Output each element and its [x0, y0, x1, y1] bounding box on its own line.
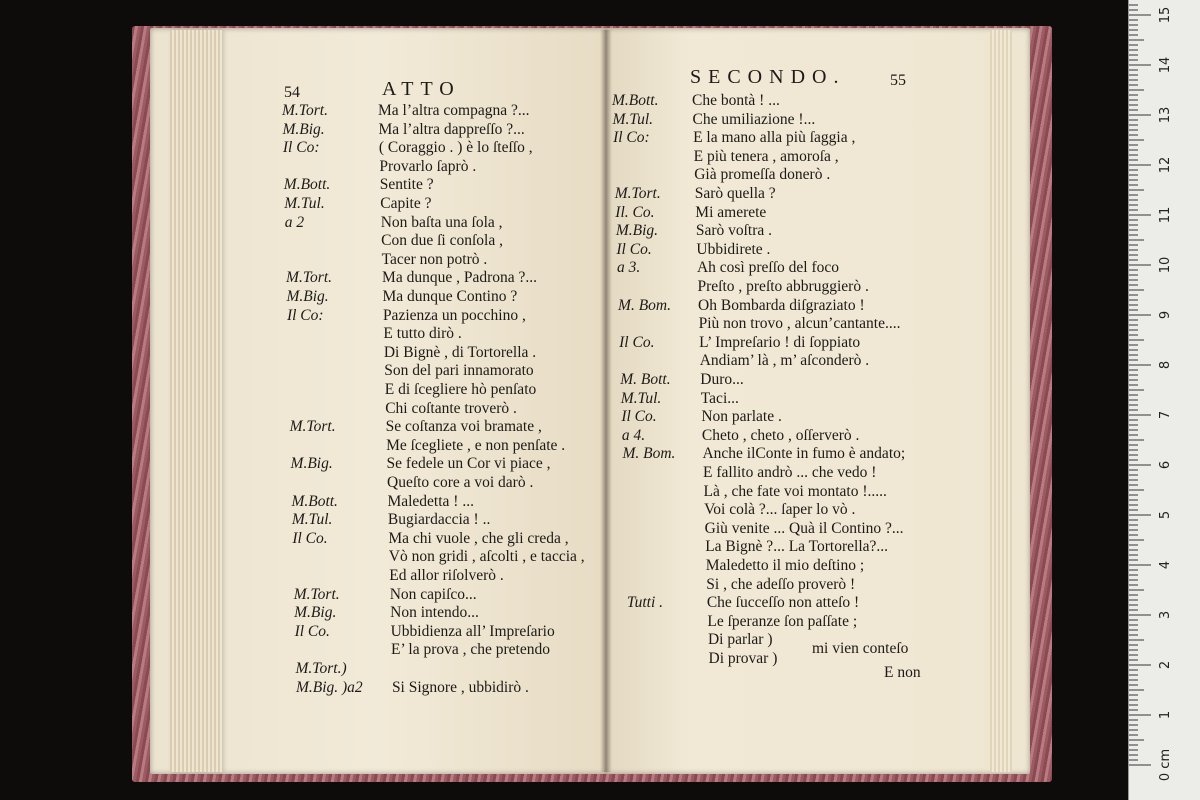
verse-line: Taci... — [700, 389, 739, 407]
verse-line: Capite ? — [380, 195, 432, 212]
verse-line: E’ la prova , che pretendo — [391, 641, 550, 659]
verse-line: Di parlar ) — [707, 631, 773, 649]
speaker-label: a 3. — [616, 259, 641, 277]
verse-line: E fallito andrò ... che vedo ! — [703, 464, 877, 481]
verse-line: Con due ſi conſola , — [381, 232, 503, 250]
speaker-label: M.Tul. — [284, 195, 325, 212]
verse-line: Anche ilConte in fumo è andato; — [702, 445, 906, 463]
speaker-label: M.Tort.) — [295, 660, 347, 677]
verse-line: Maledetto il mio deſtino ; — [705, 557, 865, 574]
speaker-label: Il Co: — [282, 139, 320, 157]
verse-line: ( Coraggio . ) è lo ſteſſo , — [378, 139, 533, 157]
speaker-label: Il. Co. — [615, 203, 655, 221]
verse-line: Mi amerete — [695, 203, 767, 221]
verse-line: Più non trovo , alcun’cantante.... — [698, 315, 901, 333]
speaker-label: M. Bom. — [622, 445, 676, 463]
verse-line: Chi coſtante troverò . — [385, 399, 517, 417]
speaker-label: M.Big. — [294, 604, 337, 622]
ruler-label: 13 — [1158, 106, 1173, 124]
verse-line: Che ſucceſſo non atteſo ! — [706, 594, 860, 612]
page-edges-left — [170, 30, 222, 772]
verse-line: Si , che adeſſo proverò ! — [706, 575, 856, 593]
verse-line: Ma dunque , Padrona ?... — [382, 269, 538, 287]
catchword: E non — [884, 664, 921, 681]
speaker-label: Il Co. — [292, 529, 328, 547]
verse-line: Già promeſſa donerò . — [694, 166, 831, 184]
speaker-label: M.Big. — [615, 222, 659, 240]
ruler-label: 5 — [1158, 510, 1173, 520]
verse-line: Me ſcegliete , e non penſate . — [386, 436, 566, 454]
verse-line: Oh Bombarda diſgraziato ! — [698, 296, 865, 314]
verse-line: Maledetta ! ... — [387, 492, 474, 510]
verse-line: Voi colà ?... ſaper lo vò . — [704, 501, 856, 519]
verse-line: Ma l’altra dappreſſo ?... — [378, 120, 525, 138]
verse-line: Cheto , cheto , oſſerverò . — [701, 426, 860, 444]
speaker-label: a 4. — [621, 426, 646, 444]
ruler-label: 6 — [1158, 460, 1173, 470]
verse-line: Sarò quella ? — [694, 185, 776, 202]
verse-line: Ubbidienza all’ Impreſario — [390, 622, 555, 640]
ruler-label: 0 cm — [1158, 748, 1173, 782]
verse-line: Che bontà ! ... — [692, 92, 780, 109]
verse-line: Non capiſco... — [389, 585, 477, 603]
verse-line: Se fedele un Cor vi piace , — [386, 455, 551, 473]
right-page-number: 55 — [890, 72, 906, 89]
speaker-label: M.Bott. — [612, 92, 659, 109]
ruler-label: 15 — [1158, 6, 1173, 24]
verse-line: Si Signore , ubbidirò . — [391, 678, 529, 696]
ruler-label: 7 — [1158, 410, 1173, 420]
ruler-label: 12 — [1158, 156, 1173, 174]
speaker-label: M.Tul. — [291, 511, 333, 529]
verse-line: Le ſperanze ſon paſſate ; — [707, 612, 858, 630]
verse-line: E più tenera , amoroſa , — [693, 147, 839, 165]
verse-line: Son del pari innamorato — [384, 362, 534, 380]
verse-line: La Bignè ?... La Tortorella?... — [705, 538, 889, 556]
verse-line: Non baſta una ſola , — [380, 213, 503, 231]
speaker-label: Il Co. — [621, 408, 657, 426]
verse-line: L’ Impreſario ! di ſoppiato — [699, 333, 861, 351]
verse-line: Ma dunque Contino ? — [382, 288, 518, 305]
verse-line: E di ſcegliere hò penſato — [384, 381, 537, 398]
ruler-label: 10 — [1158, 256, 1173, 274]
speaker-label: Il Co: — [286, 306, 324, 324]
right-running-head: SECONDO. — [690, 66, 846, 88]
verse-line: Ma chi vuole , che gli creda , — [388, 529, 569, 547]
verse-line: Giù venite ... Quà il Contino ?... — [704, 519, 904, 537]
speaker-label: M.Big. — [286, 288, 329, 305]
verse-line: Ma l’altra compagna ?... — [378, 102, 530, 119]
speaker-label: M.Bott. — [291, 492, 338, 510]
speaker-label: M.Tort. — [289, 418, 336, 436]
verse-line: Non parlate . — [701, 408, 782, 426]
speaker-label: M.Big. — [282, 120, 325, 138]
verse-line: Là , che fate voi montato !..... — [703, 482, 887, 500]
speaker-label: M.Tort. — [614, 185, 661, 202]
left-running-head: ATTO — [382, 78, 461, 100]
speaker-label: M.Bott. — [283, 176, 331, 194]
ruler-label: 2 — [1158, 660, 1173, 670]
speaker-label: M.Tul. — [612, 110, 654, 128]
ruler-label: 11 — [1158, 206, 1173, 224]
verse-line: Preſto , preſto abbruggierò . — [697, 278, 869, 295]
speaker-label: M. Bom. — [618, 296, 671, 314]
ruler-label: 14 — [1158, 56, 1173, 74]
ruler-label: 9 — [1158, 310, 1173, 320]
verse-line: Vò non gridi , aſcolti , e taccia , — [388, 548, 585, 566]
verse-line: Tacer non potrò . — [381, 250, 488, 268]
book-gutter — [600, 30, 612, 772]
verse-line: Di provar ) — [708, 650, 778, 667]
verse-line: Ubbidirete . — [696, 240, 771, 258]
verse-line: Di Bignè , di Tortorella . — [383, 343, 537, 361]
verse-line: Sentite ? — [379, 176, 434, 194]
left-page-number: 54 — [284, 84, 300, 101]
page-edges-right — [990, 30, 1012, 772]
verse-line: E tutto dirò . — [383, 325, 462, 343]
verse-line: Che umiliazione !... — [692, 110, 816, 128]
verse-line: Ed allor riſolverò . — [389, 567, 504, 584]
verse-line: Sarò voſtra . — [695, 222, 773, 240]
speaker-label: Tutti . — [626, 594, 664, 612]
verse-line: Duro... — [700, 371, 744, 388]
verse-line: Ah così preſſo del foco — [696, 259, 839, 277]
speaker-label: M.Tul. — [620, 389, 662, 407]
ruler-label: 4 — [1158, 560, 1173, 570]
speaker-label: M.Tort. — [293, 585, 340, 603]
speaker-label: Il Co: — [613, 129, 650, 147]
verse-line: Non intendo... — [390, 604, 479, 622]
verse-line: Pazienza un pocchino , — [382, 306, 526, 324]
measurement-ruler — [1128, 0, 1200, 800]
speaker-label: a 2 — [284, 213, 305, 231]
speaker-label: Il Co. — [619, 333, 655, 351]
speaker-label: M.Tort. — [282, 102, 328, 119]
speaker-label: M. Bott. — [620, 371, 671, 388]
ruler-label: 8 — [1158, 360, 1173, 370]
verse-line: Queſto core a voi darò . — [387, 474, 534, 491]
bracket-text: mi vien conteſo — [812, 640, 909, 657]
speaker-label: Il Co. — [294, 622, 330, 640]
ruler-label: 3 — [1158, 610, 1173, 620]
speaker-label: Il Co. — [616, 240, 652, 258]
verse-line: Se coſtanza voi bramate , — [385, 418, 542, 436]
verse-line: Bugiardaccia ! .. — [387, 511, 491, 529]
verse-line: Andiam’ là , m’ aſconderò . — [699, 352, 870, 370]
speaker-label: M.Big. )a2 — [295, 678, 363, 696]
speaker-label: M.Big. — [290, 455, 333, 473]
speaker-label: M.Tort. — [286, 269, 332, 287]
ruler-label: 1 — [1158, 710, 1173, 720]
verse-line: Provarlo ſaprò . — [379, 157, 477, 175]
verse-line: E la mano alla più ſaggia , — [693, 129, 856, 147]
